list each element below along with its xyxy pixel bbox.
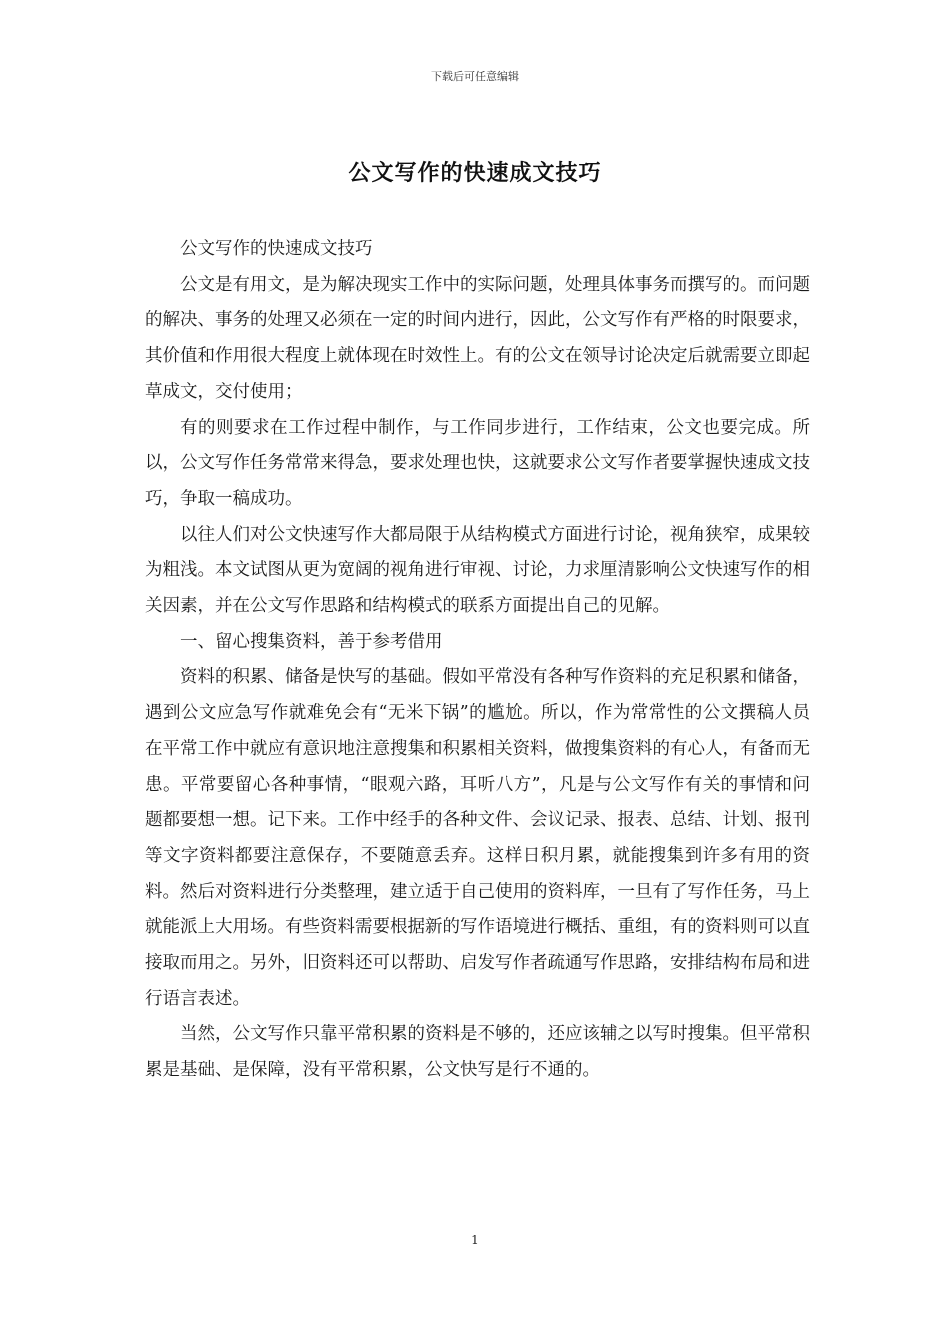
paragraph: 资料的积累、储备是快写的基础。假如平常没有各种写作资料的充足积累和储备，遇到公文应急写作就难免会有“无米下锅”的尴尬。所以，作为常常性的公文撰稿人员在平常工作中就应有意识地注意搜集和积累相关资料，做搜集资料的有心人，有备而无患。平常要留心各种事情，“眼观六路，耳听八方”，凡是与公文写作有关的事情和问题都要想一想。记下来。工作中经手的各种文件、会议记录、报表、总结、计划、报刊等文字资料都要注意保存，不要随意丢弃。这样日积月累，就能搜集到许多有用的资料。然后对资料进行分类整理，建立适于自己使用的资料库，一旦有了写作任务，马上就能派上大用场。有些资料需要根据新的写作语境进行概括、重组，有的资料则可以直接取而用之。另外，旧资料还可以帮助、启发写作者疏通写作思路，安排结构布局和进行语言表述。 (145, 667, 810, 1009)
paragraph-subtitle: 公文写作的快速成文技巧 (180, 239, 373, 259)
document-body (145, 232, 810, 1089)
paragraph: 以往人们对公文快速写作大都局限于从结构模式方面进行讨论，视角狭窄，成果较为粗浅。本文试图从更为宽阔的视角进行审视、讨论，力求厘清影响公文快速写作的相关因素，并在公文写作思路和结构模式的联系方面提出自己的见解。 (145, 524, 810, 617)
page-number: 1 (471, 1233, 479, 1247)
document-title: 公文写作的快速成文技巧 (348, 160, 602, 186)
section-heading: 一、留心搜集资料，善于参考借用 (180, 631, 443, 652)
header-note: 下载后可任意编辑 (431, 70, 519, 83)
paragraph: 有的则要求在工作过程中制作，与工作同步进行，工作结束，公文也要完成。所以，公文写作任务常常来得急，要求处理也快，这就要求公文写作者要掌握快速成文技巧，争取一稿成功。 (145, 417, 810, 509)
paragraph: 公文是有用文，是为解决现实工作中的实际问题，处理具体事务而撰写的。而问题的解决、事务的处理又必须在一定的时间内进行，因此，公文写作有严格的时限要求，其价值和作用很大程度上就体现在时效性上。有的公文在领导讨论决定后就需要立即起草成文，交付使用； (145, 274, 810, 402)
paragraph: 当然，公文写作只靠平常积累的资料是不够的，还应该辅之以写时搜集。但平常积累是基础、是保障，没有平常积累，公文快写是行不通的。 (145, 1024, 810, 1081)
